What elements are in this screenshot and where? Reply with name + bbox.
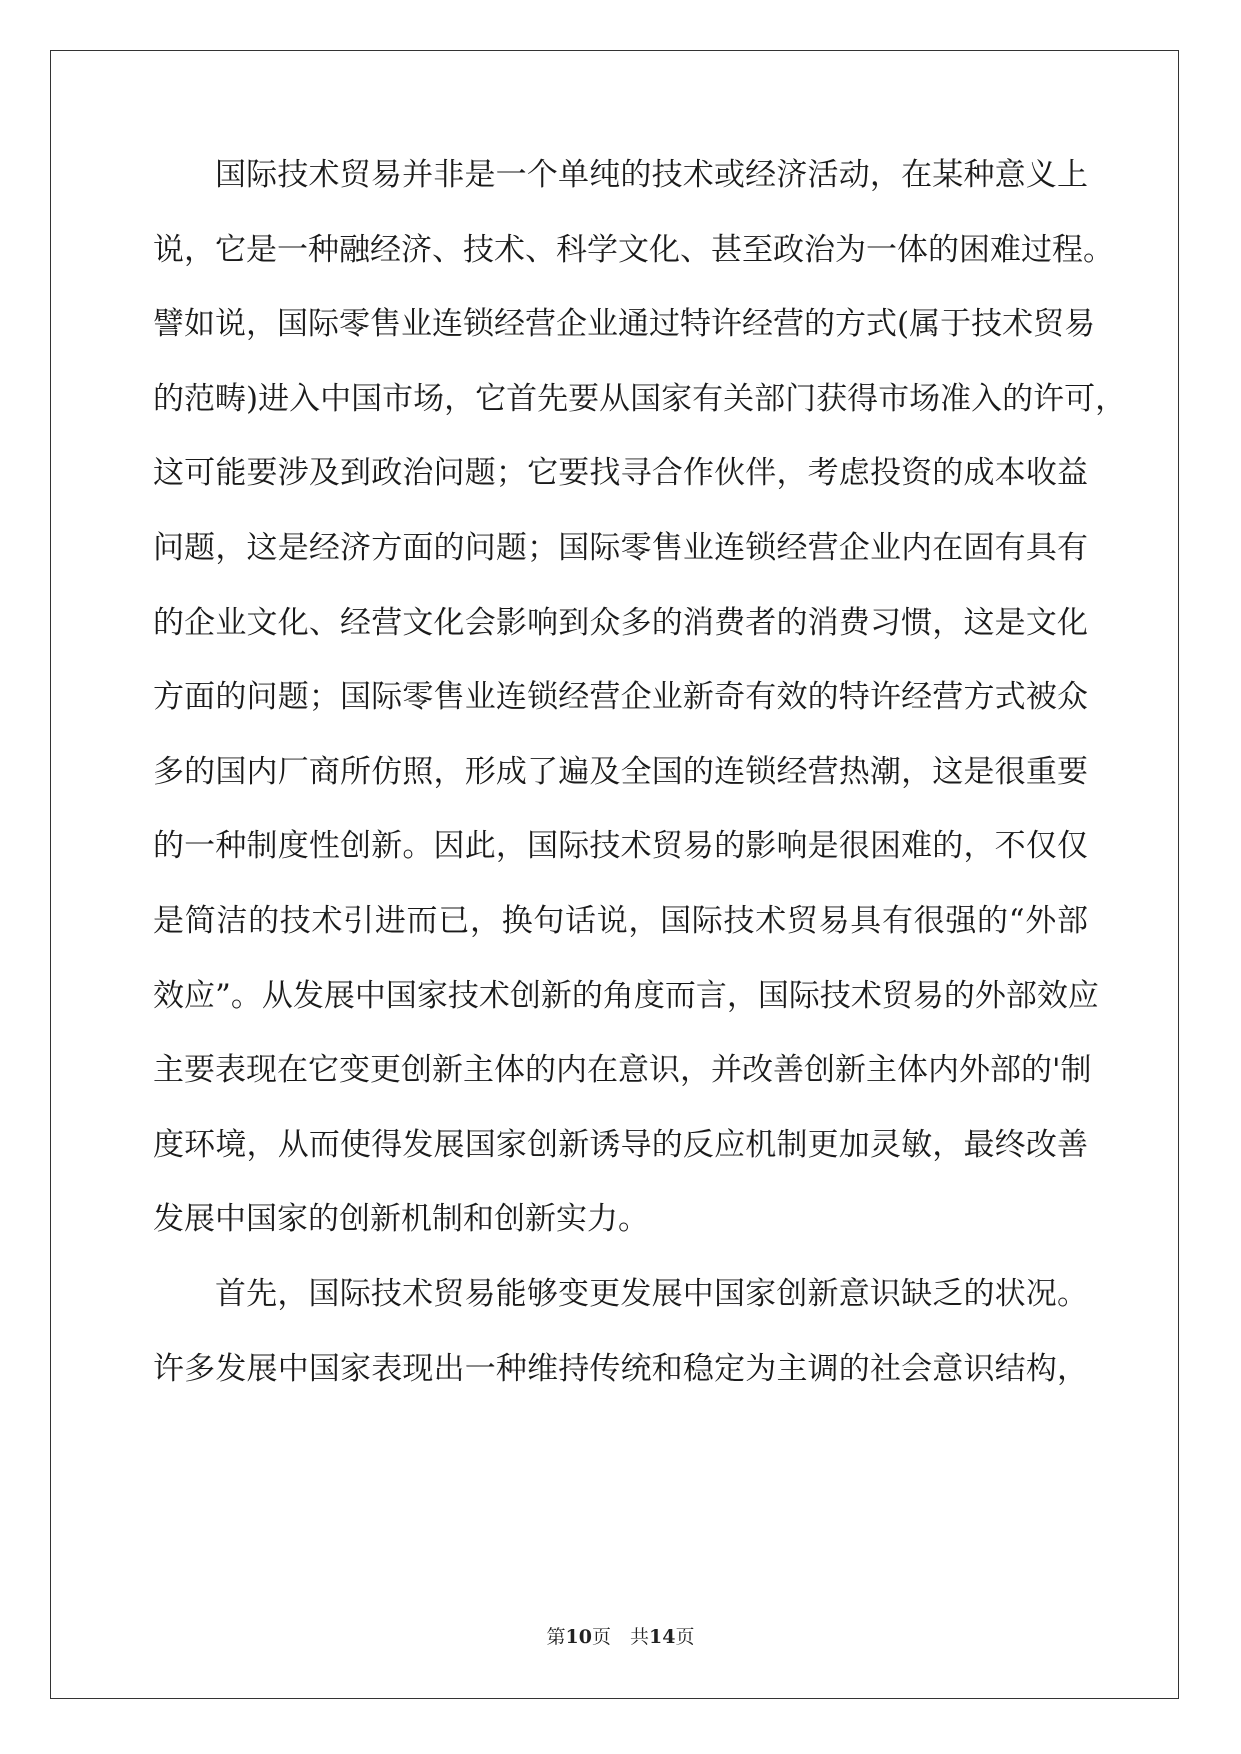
paragraph-1-line-9: 多的国内厂商所仿照，形成了遍及全国的连锁经营热潮，这是很重要 [153,753,1088,790]
paragraph-1-line-3: 譬如说，国际零售业连锁经营企业通过特许经营的方式(属于技术贸易 [153,306,1096,343]
paragraph-1-line-2: 说，它是一种融经济、技术、科学文化、甚至政治为一体的困难过程。 [153,231,1114,268]
paragraph-1-line-15: 发展中国家的创新机制和创新实力。 [153,1201,649,1238]
paragraph-1-line-11: 是简洁的技术引进而已，换句话说，国际技术贸易具有很强的“外部 [153,902,1088,939]
paragraph-1-line-4: 的范畴)进入中国市场，它首先要从国家有关部门获得市场准入的许可， [153,380,1127,417]
current-page-number: 10 [565,1626,592,1648]
document-body [153,157,1127,1426]
paragraph-1-line-7: 的企业文化、经营文化会影响到众多的消费者的消费习惯，这是文化 [153,604,1088,641]
total-page-number: 14 [649,1626,676,1648]
page-prefix: 第 [546,1626,566,1648]
page-separator: 页 共 [591,1626,649,1648]
paragraph-1-line-14: 度环境，从而使得发展国家创新诱导的反应机制更加灵敏，最终改善 [153,1126,1088,1163]
paragraph-1-line-13: 主要表现在它变更创新主体的内在意识，并改善创新主体内外部的'制 [153,1052,1092,1089]
page-number-footer [0,1622,1241,1649]
paragraph-1-line-1: 国际技术贸易并非是一个单纯的技术或经济活动，在某种意义上 [215,157,1088,193]
paragraph-1-line-12: 效应”。从发展中国家技术创新的角度而言，国际技术贸易的外部效应 [153,977,1099,1014]
paragraph-1-line-6: 问题，这是经济方面的问题；国际零售业连锁经营企业内在固有具有 [153,529,1088,566]
page-suffix: 页 [675,1626,695,1648]
paragraph-1-line-5: 这可能要涉及到政治问题；它要找寻合作伙伴，考虑投资的成本收益 [153,455,1088,492]
paragraph-1-line-10: 的一种制度性创新。因此，国际技术贸易的影响是很困难的，不仅仅 [153,828,1088,865]
paragraph-2-line-2: 许多发展中国家表现出一种维持传统和稳定为主调的社会意识结构， [153,1350,1088,1387]
paragraph-2-line-1: 首先，国际技术贸易能够变更发展中国家创新意识缺乏的状况。 [215,1275,1088,1312]
paragraph-1-line-8: 方面的问题；国际零售业连锁经营企业新奇有效的特许经营方式被众 [153,679,1088,716]
